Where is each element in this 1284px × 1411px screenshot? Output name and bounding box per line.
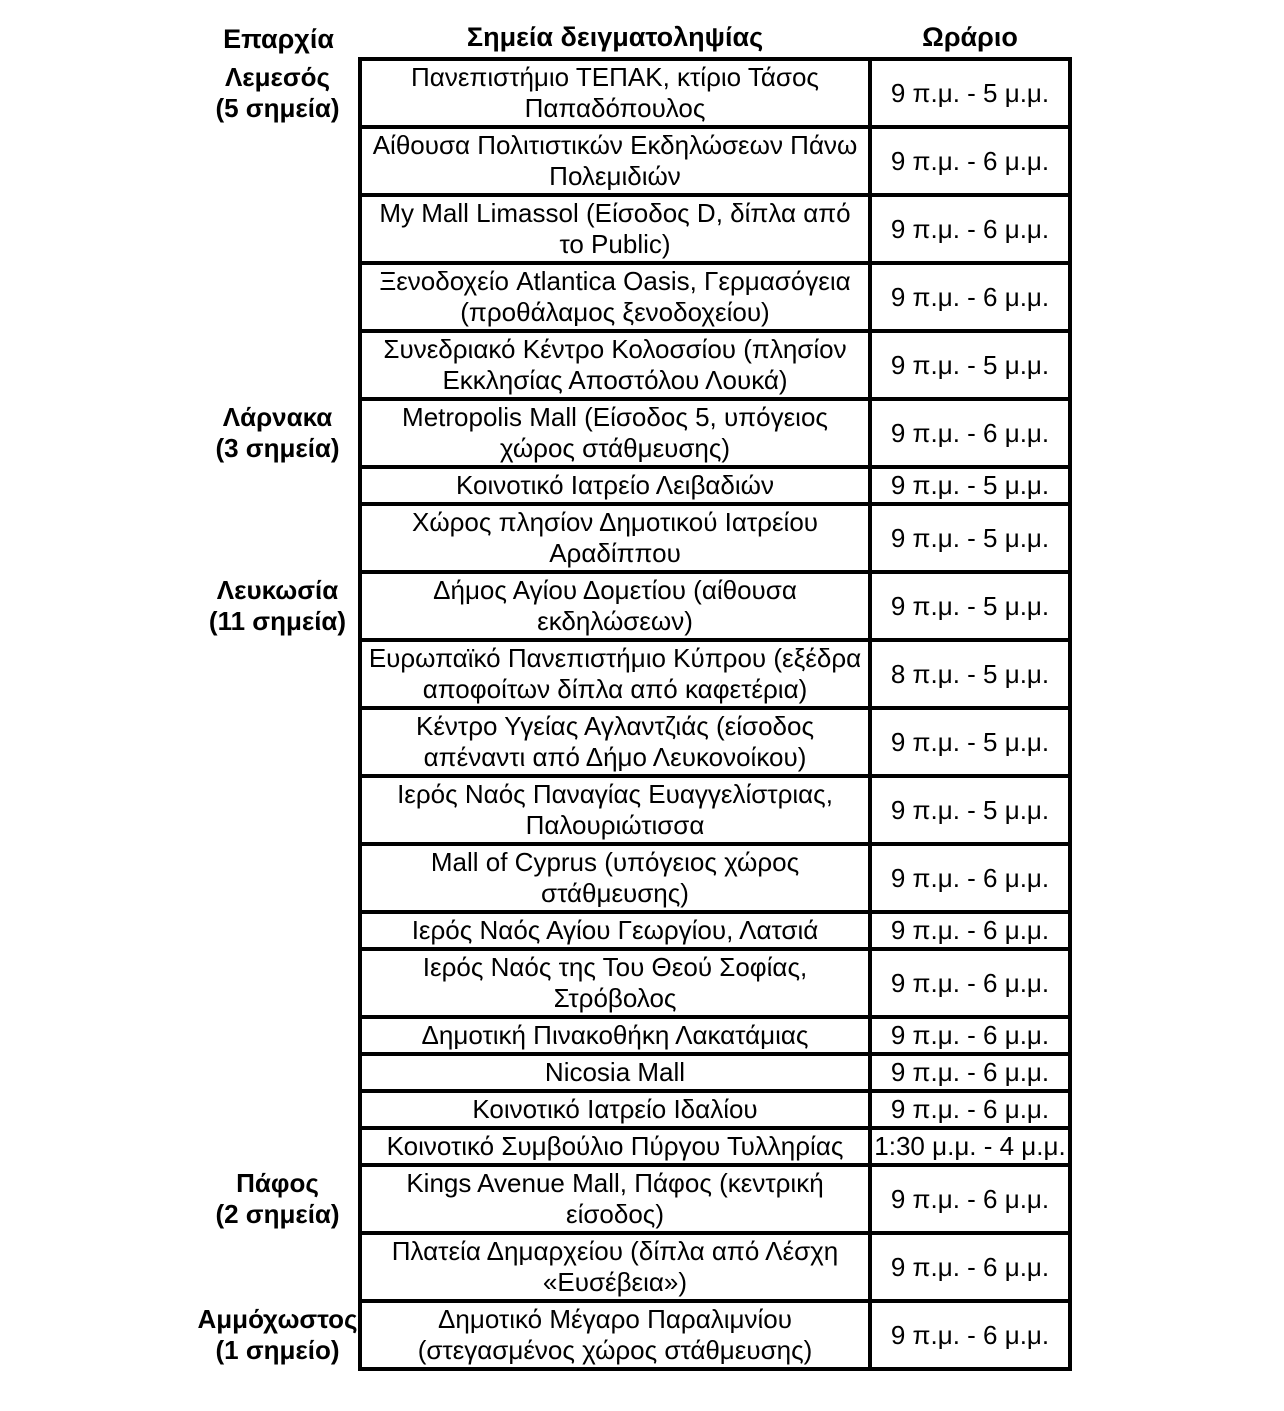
province-cell — [0, 1091, 360, 1128]
location-cell: Κοινοτικό Ιατρείο Λειβαδιών — [360, 467, 870, 504]
location-cell: Αίθουσα Πολιτιστικών Εκδηλώσεων Πάνω Πολεμιδιών — [360, 127, 870, 195]
hours-cell: 9 π.μ. - 5 μ.μ. — [870, 776, 1070, 844]
location-cell: Κοινοτικό Συμβούλιο Πύργου Τυλληρίας — [360, 1128, 870, 1165]
header-province: Επαρχία — [223, 24, 334, 54]
location-cell: Πανεπιστήμιο ΤΕΠΑΚ, κτίριο Τάσος Παπαδόπουλος — [360, 59, 870, 127]
province-cell — [0, 59, 360, 127]
table-row — [0, 127, 1070, 195]
table-row — [0, 195, 1070, 263]
hours-cell: 9 π.μ. - 6 μ.μ. — [870, 1165, 1070, 1233]
province-name: Αμμόχωστος — [197, 1304, 358, 1334]
header-row — [0, 22, 1070, 59]
province-cell — [0, 572, 360, 640]
province-count: (5 σημεία) — [215, 93, 340, 123]
table-row — [0, 1054, 1070, 1091]
location-cell: Ξενοδοχείο Atlantica Oasis, Γερμασόγεια (προθάλαμος ξενοδοχείου) — [360, 263, 870, 331]
hours-cell: 9 π.μ. - 6 μ.μ. — [870, 1233, 1070, 1301]
province-cell — [0, 399, 360, 467]
hours-cell: 1:30 μ.μ. - 4 μ.μ. — [870, 1128, 1070, 1165]
table-row — [0, 331, 1070, 399]
location-cell: Συνεδριακό Κέντρο Κολοσσίου (πλησίον Εκκλησίας Αποστόλου Λουκά) — [360, 331, 870, 399]
province-cell — [0, 1233, 360, 1301]
table-row — [0, 263, 1070, 331]
location-cell: Ιερός Ναός Αγίου Γεωργίου, Λατσιά — [360, 912, 870, 949]
hours-cell: 8 π.μ. - 5 μ.μ. — [870, 640, 1070, 708]
location-cell: Ιερός Ναός της Του Θεού Σοφίας, Στρόβολος — [360, 949, 870, 1017]
hours-cell: 9 π.μ. - 6 μ.μ. — [870, 912, 1070, 949]
location-cell: Χώρος πλησίον Δημοτικού Ιατρείου Αραδίππου — [360, 504, 870, 572]
hours-cell: 9 π.μ. - 6 μ.μ. — [870, 1054, 1070, 1091]
table-row — [0, 640, 1070, 708]
province-cell — [0, 331, 360, 399]
province-cell — [0, 949, 360, 1017]
table-row — [0, 1233, 1070, 1301]
province-cell — [0, 1054, 360, 1091]
hours-cell: 9 π.μ. - 6 μ.μ. — [870, 1017, 1070, 1054]
table-row — [0, 1017, 1070, 1054]
province-name: Πάφος — [236, 1168, 319, 1198]
province-cell — [0, 1017, 360, 1054]
hours-cell: 9 π.μ. - 6 μ.μ. — [870, 399, 1070, 467]
table-row — [0, 1301, 1070, 1369]
province-cell — [0, 263, 360, 331]
table-row — [0, 59, 1070, 127]
province-cell — [0, 1128, 360, 1165]
province-cell — [0, 504, 360, 572]
location-cell: Nicosia Mall — [360, 1054, 870, 1091]
hours-cell: 9 π.μ. - 6 μ.μ. — [870, 263, 1070, 331]
table-row — [0, 1165, 1070, 1233]
location-cell: Kings Avenue Mall, Πάφος (κεντρική είσοδος) — [360, 1165, 870, 1233]
hours-cell: 9 π.μ. - 6 μ.μ. — [870, 949, 1070, 1017]
location-cell: Πλατεία Δημαρχείου (δίπλα από Λέσχη «Ευσέβεια») — [360, 1233, 870, 1301]
province-cell — [0, 844, 360, 912]
hours-cell: 9 π.μ. - 5 μ.μ. — [870, 467, 1070, 504]
table-row — [0, 912, 1070, 949]
province-cell — [0, 195, 360, 263]
table-row — [0, 467, 1070, 504]
location-cell: Δήμος Αγίου Δομετίου (αίθουσα εκδηλώσεων) — [360, 572, 870, 640]
province-cell — [0, 1165, 360, 1233]
province-cell — [0, 912, 360, 949]
province-cell — [0, 467, 360, 504]
hours-cell: 9 π.μ. - 6 μ.μ. — [870, 195, 1070, 263]
sampling-points-table — [0, 22, 1072, 1371]
location-cell: Ιερός Ναός Παναγίας Ευαγγελίστριας, Παλουριώτισσα — [360, 776, 870, 844]
province-cell — [0, 127, 360, 195]
province-cell — [0, 776, 360, 844]
header-location: Σημεία δειγματοληψίας — [466, 22, 764, 52]
header-hours: Ωράριο — [922, 22, 1018, 52]
province-count: (11 σημεία) — [208, 606, 347, 636]
province-name: Λευκωσία — [216, 575, 339, 605]
province-cell — [0, 640, 360, 708]
table-row — [0, 708, 1070, 776]
location-cell: Ευρωπαϊκό Πανεπιστήμιο Κύπρου (εξέδρα αποφοίτων δίπλα από καφετέρια) — [360, 640, 870, 708]
province-count: (3 σημεία) — [215, 433, 340, 463]
table-row — [0, 949, 1070, 1017]
hours-cell: 9 π.μ. - 6 μ.μ. — [870, 1091, 1070, 1128]
hours-cell: 9 π.μ. - 6 μ.μ. — [870, 127, 1070, 195]
hours-cell: 9 π.μ. - 5 μ.μ. — [870, 504, 1070, 572]
table-row — [0, 399, 1070, 467]
location-cell: My Mall Limassol (Είσοδος D, δίπλα από το Public) — [360, 195, 870, 263]
location-cell: Κέντρο Υγείας Αγλαντζιάς (είσοδος απέναντι από Δήμο Λευκονοίκου) — [360, 708, 870, 776]
location-cell: Mall of Cyprus (υπόγειος χώρος στάθμευσης) — [360, 844, 870, 912]
table-row — [0, 776, 1070, 844]
table-row — [0, 572, 1070, 640]
province-name: Λάρνακα — [222, 402, 333, 432]
hours-cell: 9 π.μ. - 6 μ.μ. — [870, 844, 1070, 912]
province-name: Λεμεσός — [224, 62, 331, 92]
table-row — [0, 1128, 1070, 1165]
province-cell — [0, 1301, 360, 1369]
location-cell: Κοινοτικό Ιατρείο Ιδαλίου — [360, 1091, 870, 1128]
hours-cell: 9 π.μ. - 5 μ.μ. — [870, 708, 1070, 776]
location-cell: Metropolis Mall (Είσοδος 5, υπόγειος χώρος στάθμευσης) — [360, 399, 870, 467]
hours-cell: 9 π.μ. - 5 μ.μ. — [870, 572, 1070, 640]
table-row — [0, 844, 1070, 912]
province-count: (1 σημείο) — [215, 1335, 340, 1365]
table-row — [0, 1091, 1070, 1128]
hours-cell: 9 π.μ. - 5 μ.μ. — [870, 59, 1070, 127]
hours-cell: 9 π.μ. - 6 μ.μ. — [870, 1301, 1070, 1369]
province-count: (2 σημεία) — [215, 1199, 340, 1229]
location-cell: Δημοτικό Μέγαρο Παραλιμνίου (στεγασμένος χώρος στάθμευσης) — [360, 1301, 870, 1369]
table-row — [0, 504, 1070, 572]
location-cell: Δημοτική Πινακοθήκη Λακατάμιας — [360, 1017, 870, 1054]
province-cell — [0, 708, 360, 776]
hours-cell: 9 π.μ. - 5 μ.μ. — [870, 331, 1070, 399]
